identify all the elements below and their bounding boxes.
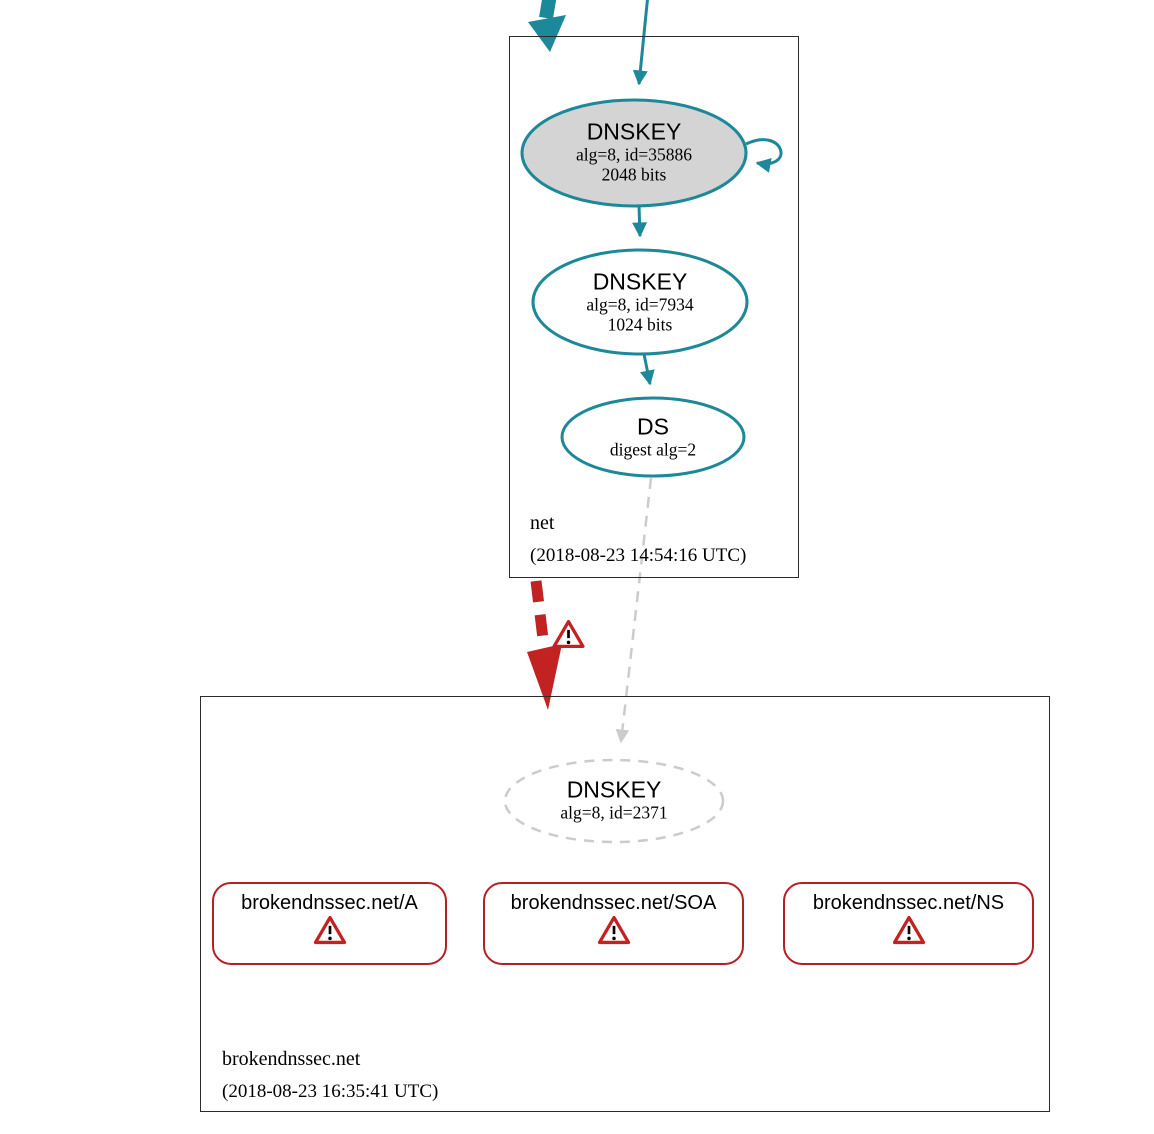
- node-subtext: alg=8, id=7934: [586, 294, 694, 315]
- rrset-label: brokendnssec.net/SOA: [510, 892, 717, 914]
- zone-label-net: net: [530, 512, 555, 534]
- warning-icon[interactable]: [597, 915, 631, 945]
- rrset-label: brokendnssec.net/NS: [812, 892, 1005, 914]
- rrset-label: brokendnssec.net/A: [241, 892, 418, 914]
- node-subtext: 2048 bits: [601, 164, 667, 185]
- node-title: DNSKEY: [566, 776, 662, 803]
- node-subtext: alg=8, id=2371: [560, 802, 668, 823]
- zone-timestamp-brokendnssec: (2018-08-23 16:35:41 UTC): [222, 1081, 439, 1102]
- node-subtext: 1024 bits: [607, 314, 673, 335]
- rrset-node-ns[interactable]: [783, 882, 1034, 965]
- warning-icon[interactable]: [892, 915, 926, 945]
- zone-timestamp-net: (2018-08-23 14:54:16 UTC): [530, 545, 747, 566]
- zone-label-brokendnssec: brokendnssec.net: [222, 1048, 361, 1070]
- node-subtext: digest alg=2: [609, 439, 697, 460]
- warning-icon[interactable]: [552, 616, 585, 652]
- rrset-node-soa[interactable]: [483, 882, 744, 965]
- warning-icon[interactable]: [313, 915, 347, 945]
- node-title: DNSKEY: [592, 268, 688, 295]
- zone-box-net: [509, 36, 799, 578]
- node-title: DS: [637, 413, 669, 440]
- node-title: DNSKEY: [586, 118, 682, 145]
- node-subtext: alg=8, id=35886: [576, 144, 692, 165]
- rrset-node-a[interactable]: [212, 882, 447, 965]
